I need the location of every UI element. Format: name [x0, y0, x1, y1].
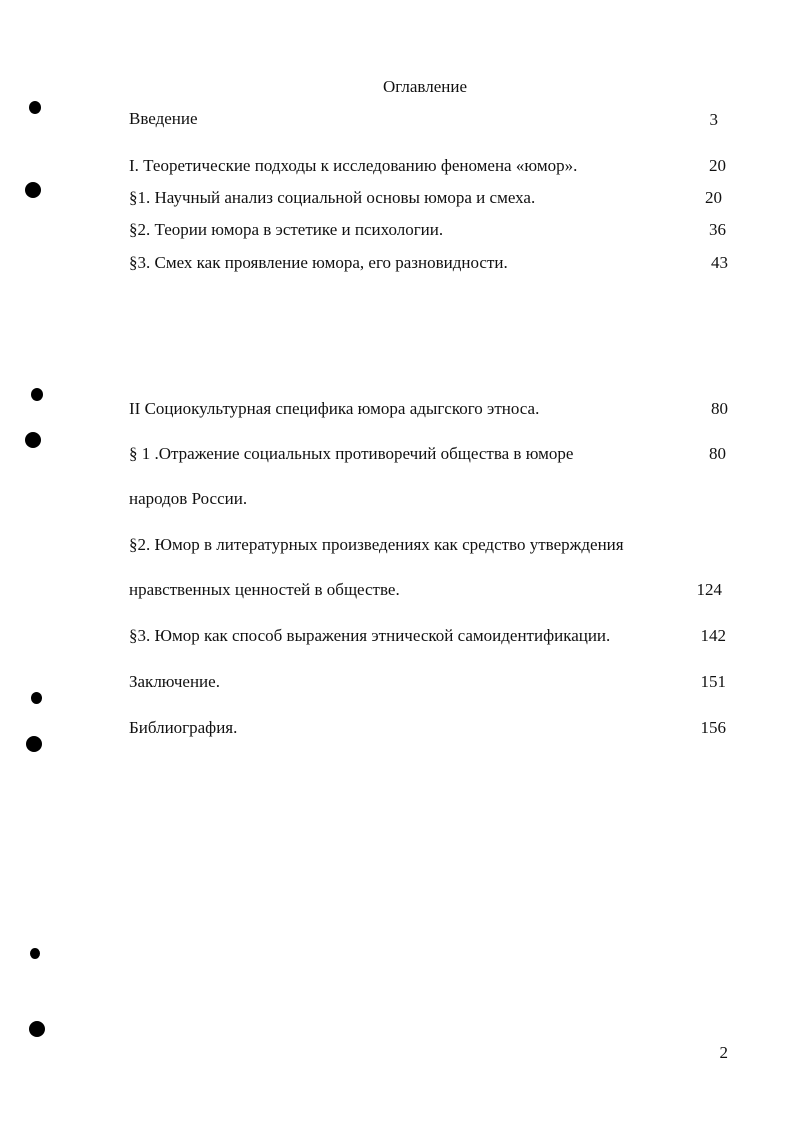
- toc-entry-label: §3. Юмор как способ выражения этнической самоидентификации.: [129, 626, 611, 645]
- toc-entry-page: 151: [700, 672, 726, 691]
- toc-entry-label: §2. Юмор в литературных произведениях как средство утверждения: [129, 535, 624, 554]
- toc-entry-label: II Социокультурная специфика юмора адыгского этноса.: [129, 399, 540, 418]
- toc-entry-page: 80: [709, 444, 726, 463]
- toc-entry-label: §1. Научный анализ социальной основы юмора и смеха.: [129, 188, 536, 207]
- toc-entry-label: Введение: [129, 109, 198, 128]
- toc-entry-page: 3: [709, 110, 718, 129]
- toc-entry-page: 20: [709, 156, 726, 175]
- toc-entry-page: 20: [705, 188, 722, 207]
- toc-entry-page: 36: [709, 220, 726, 239]
- punch-hole: [29, 101, 41, 114]
- toc-entry-page: 124: [696, 580, 722, 599]
- punch-hole: [30, 948, 40, 959]
- punch-hole: [26, 736, 42, 752]
- punch-hole: [25, 182, 41, 198]
- toc-entry-page: 80: [711, 399, 728, 418]
- toc-entry-label: § 1 .Отражение социальных противоречий общества в юморе: [129, 444, 574, 463]
- punch-hole: [31, 692, 42, 704]
- toc-entry-label: §2. Теории юмора в эстетике и психологии.: [129, 220, 444, 239]
- toc-entry-label-continued: народов России.: [129, 489, 248, 508]
- punch-hole: [29, 1021, 45, 1037]
- page-number: 2: [719, 1043, 728, 1062]
- punch-hole: [25, 432, 41, 448]
- toc-entry-label: I. Теоретические подходы к исследованию феномена «юмор».: [129, 156, 578, 175]
- page-title: Оглавление: [383, 77, 467, 96]
- toc-entry-page: 43: [711, 253, 728, 272]
- toc-entry-label-continued: нравственных ценностей в обществе.: [129, 580, 400, 599]
- toc-entry-page: 156: [700, 718, 726, 737]
- toc-entry-page: 142: [700, 626, 726, 645]
- toc-entry-label: Заключение.: [129, 672, 220, 691]
- toc-entry-label: Библиография.: [129, 718, 238, 737]
- toc-entry-label: §3. Смех как проявление юмора, его разновидности.: [129, 253, 508, 272]
- punch-hole: [31, 388, 43, 401]
